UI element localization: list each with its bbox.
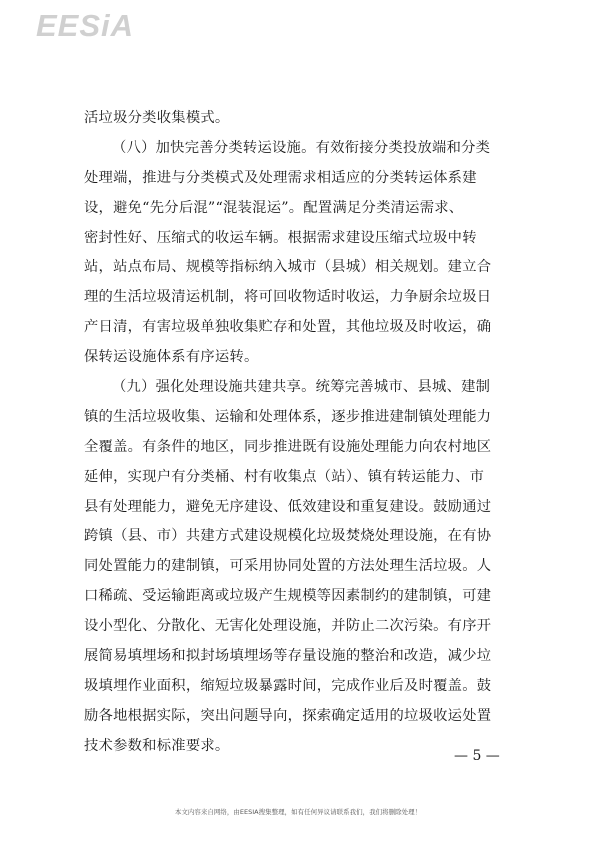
paragraph-line: 密封性好、压缩式的收运车辆。根据需求建设压缩式垃圾中转 <box>84 229 477 246</box>
paragraph-line: 同处置能力的建制镇，可采用协同处置的方法处理生活垃圾。人 <box>84 558 492 575</box>
paragraph-line: 产日清，有害垃圾单独收集贮存和处置，其他垃圾及时收运，确 <box>84 319 492 336</box>
paragraph-line: （九）强化处理设施共建共享。统筹完善城市、县城、建制 <box>112 379 491 396</box>
paragraph-line: 设，避免“先分后混”“混装混运”。配置满足分类清运需求、 <box>84 199 464 216</box>
paragraph-line: 全覆盖。有条件的地区，同步推进既有设施处理能力向农村地区 <box>84 438 492 455</box>
paragraph-line: 理的生活垃圾清运机制，将可回收物适时收运，力争厨余垃圾日 <box>84 289 492 306</box>
paragraph-line: 县有处理能力，避免无序建设、低效建设和重复建设。鼓励通过 <box>84 498 492 515</box>
paragraph-line: （八）加快完善分类转运设施。有效衔接分类投放端和分类 <box>112 139 491 156</box>
paragraph-line: 保转运设施体系有序运转。 <box>84 349 259 366</box>
paragraph-line: 镇的生活垃圾收集、运输和处理体系，逐步推进建制镇处理能力 <box>84 408 492 425</box>
paragraph-line: 技术参数和标准要求。 <box>84 737 230 754</box>
eesia-logo: EESiA <box>36 8 135 43</box>
document-body <box>84 104 514 762</box>
paragraph-line: 圾填埋作业面积，缩短垃圾暴露时间，完成作业后及时覆盖。鼓 <box>84 677 492 694</box>
paragraph-line: 展简易填埋场和拟封场填埋场等存量设施的整治和改造，减少垃 <box>84 648 492 665</box>
paragraph-line: 励各地根据实际，突出问题导向，探索确定适用的垃圾收运处置 <box>84 707 492 724</box>
footer-disclaimer: 本文内容来自网络，由EESIA搜集整理，如有任何异议请联系我们，我们将删除处理！ <box>174 808 422 816</box>
paragraph-line: 处理端，推进与分类模式及处理需求相适应的分类转运体系建 <box>84 169 477 186</box>
paragraph-line: 跨镇（县、市）共建方式建设规模化垃圾焚烧处理设施，在有协 <box>84 528 492 545</box>
paragraph-line: 延伸，实现户有分类桶、村有收集点（站）、镇有转运能力、市 <box>84 468 485 485</box>
paragraph-line: 活垃圾分类收集模式。 <box>84 110 230 126</box>
paragraph-line: 设小型化、分散化、无害化处理设施，并防止二次污染。有序开 <box>84 618 492 635</box>
paragraph-line: 站，站点布局、规模等指标纳入城市（县城）相关规划。建立合 <box>84 259 492 276</box>
paragraph-line: 口稀疏、受运输距离或垃圾产生规模等因素制约的建制镇，可建 <box>84 588 492 605</box>
page-number: — 5 — <box>454 748 500 764</box>
